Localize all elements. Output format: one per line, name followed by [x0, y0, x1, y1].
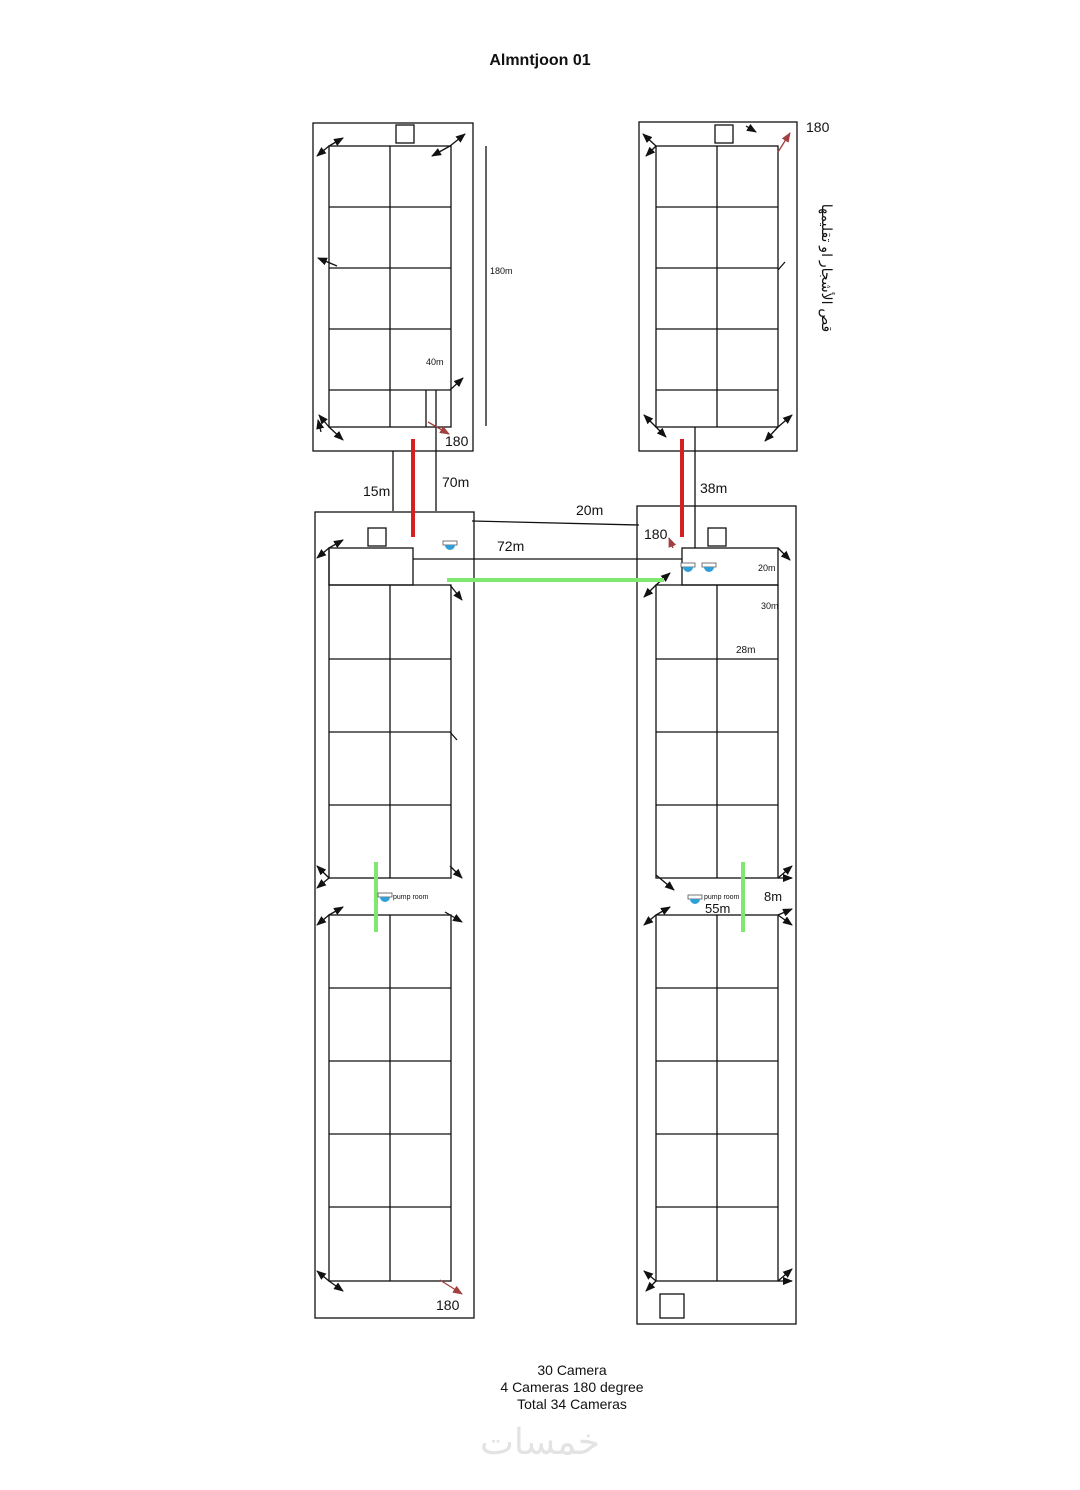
camera-dome-icon [378, 893, 392, 902]
label-arabic-note: قص الأشجار او تقليمها [819, 203, 835, 333]
camera-direction-arrow [317, 548, 329, 558]
camera-direction-arrow [318, 420, 321, 432]
camera-direction-arrow [450, 585, 462, 600]
label-30m: 30m [761, 601, 779, 611]
camera-direction-arrow [329, 907, 343, 915]
summary-line-3: Total 34 Cameras [517, 1396, 627, 1412]
label-pump-room-left: pump room [393, 894, 429, 901]
camera-pole-square [660, 1294, 684, 1318]
camera-180-direction-arrow [440, 1280, 462, 1294]
camera-180-direction-arrow [669, 538, 673, 548]
camera-direction-arrow [656, 427, 666, 437]
camera-direction-arrow [656, 907, 670, 915]
camera-direction-arrow [778, 915, 792, 925]
label-15m: 15m [363, 483, 391, 499]
camera-direction-arrow [778, 548, 790, 560]
camera-dome-icon [688, 895, 702, 904]
block-top-left [313, 123, 473, 451]
camera-direction-arrow [317, 915, 329, 925]
camera-direction-arrow [432, 146, 450, 156]
camera-direction-arrow [778, 866, 792, 878]
watermark-logo: خمسات [479, 1422, 601, 1463]
camera-direction-arrow [644, 585, 656, 597]
camera-direction-arrow [778, 415, 792, 427]
room-bottom-left-top [329, 548, 413, 585]
camera-direction-arrow [450, 378, 463, 390]
page-title: Almntjoon 01 [489, 52, 591, 69]
camera-direction-arrow [329, 138, 343, 146]
label-mid-180: 180 [644, 526, 668, 542]
label-28m: 28m [736, 645, 756, 656]
label-70m: 70m [442, 474, 470, 490]
label-38m: 38m [700, 480, 728, 496]
label-top-left-180: 180 [445, 433, 469, 449]
camera-direction-arrow [778, 909, 792, 915]
camera-direction-arrow [765, 427, 778, 441]
camera-direction-arrow [445, 912, 462, 922]
camera-direction-arrow [746, 126, 756, 132]
camera-direction-arrow [317, 146, 329, 156]
camera-direction-arrow [646, 146, 656, 156]
label-55m: 55m [705, 901, 731, 916]
tick [778, 262, 785, 270]
camera-direction-arrow [329, 1281, 343, 1291]
camera-pole-square [715, 125, 733, 143]
camera-dome-icon [702, 563, 716, 572]
label-40m: 40m [426, 357, 444, 367]
camera-180-direction-arrow [778, 133, 790, 152]
summary-line-2: 4 Cameras 180 degree [500, 1379, 644, 1395]
camera-direction-arrow [646, 1281, 656, 1291]
camera-dome-icon [681, 563, 695, 572]
dimension-line-20m [472, 521, 639, 525]
block-top-right [639, 122, 797, 451]
camera-pole-square [396, 125, 414, 143]
camera-direction-arrow [450, 866, 462, 878]
camera-dome-icon [443, 541, 457, 550]
camera-direction-arrow [643, 134, 656, 146]
camera-direction-arrow [450, 134, 465, 146]
camera-direction-arrow [656, 875, 674, 890]
label-pump-room-right: pump room [704, 894, 740, 901]
camera-direction-arrow [329, 427, 343, 440]
camera-direction-arrow [644, 1271, 656, 1281]
camera-pole-square [368, 528, 386, 546]
camera-direction-arrow [329, 540, 343, 548]
camera-direction-arrow [644, 915, 656, 925]
camera-direction-arrow [317, 866, 329, 878]
label-top-right-180: 180 [806, 119, 830, 135]
label-20m-a: 20m [576, 502, 604, 518]
camera-direction-arrow [644, 415, 656, 427]
camera-summary [372, 1362, 772, 1413]
camera-direction-arrow [317, 1271, 329, 1281]
label-180m: 180m [490, 266, 513, 276]
summary-line-1: 30 Camera [537, 1362, 607, 1378]
label-72m: 72m [497, 538, 525, 554]
label-20m-b: 20m [758, 563, 776, 573]
camera-direction-arrow [778, 1269, 792, 1281]
camera-direction-arrow [318, 258, 337, 266]
camera-direction-arrow [317, 878, 329, 888]
label-bottom-180: 180 [436, 1297, 460, 1313]
camera-direction-arrow [319, 415, 329, 427]
camera-pole-square [708, 528, 726, 546]
label-8m: 8m [764, 889, 783, 904]
